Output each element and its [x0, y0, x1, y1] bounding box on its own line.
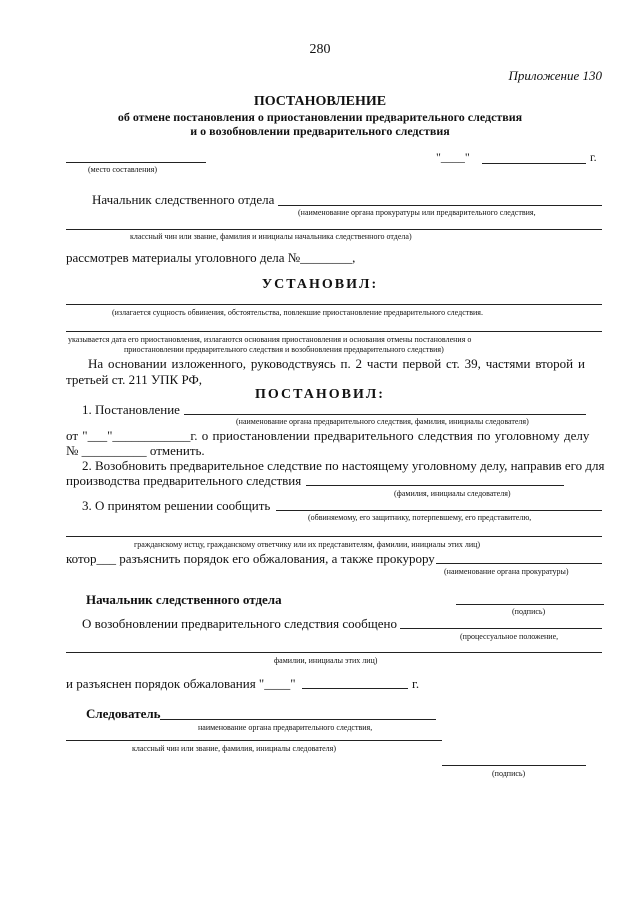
head-signature-field-line[interactable] [456, 604, 604, 605]
item3-civil-field-line[interactable] [66, 536, 602, 537]
procedural-field-line[interactable] [400, 628, 602, 629]
head-organ-field-line[interactable] [278, 205, 602, 206]
investigator-caption: (фамилия, инициалы следователя) [394, 489, 511, 498]
investigator-organ-caption: (наименование органа предварительного следствия, фамилия, инициалы следователя) [236, 417, 529, 426]
basis-line-2: третьей ст. 211 УПК РФ, [66, 372, 202, 387]
prosecutor-caption: (наименование органа прокуратуры) [444, 567, 569, 576]
item3-recipients-field-line[interactable] [276, 510, 602, 511]
date-caption-2: приостановлении предварительного следствия и возобновления предварительного следствия) [124, 345, 444, 354]
civil-caption: гражданскому истцу, гражданскому ответчику или их представителям, фамилии, инициалы этих лиц) [134, 540, 481, 549]
item2-investigator-field-line[interactable] [306, 485, 564, 486]
item1-organ-field-line[interactable] [184, 414, 586, 415]
date-year-suffix: г. [590, 150, 597, 164]
signature-caption: (подпись) [512, 607, 546, 616]
sign-head-label: Начальник следственного отдела [86, 592, 282, 607]
essence-field-line[interactable] [66, 304, 602, 305]
document-subtitle-2: и о возобновлении предварительного следствия [190, 124, 450, 138]
investigator-rank-field-line[interactable] [66, 740, 442, 741]
rank-head-caption: классный чин или звание, фамилия и инициалы начальника следственного отдела) [130, 232, 412, 241]
essence-caption: (излагается сущность обвинения, обстоятельства, повлекшие приостановление предварительного следствия. [112, 308, 483, 317]
item1-line-3: № __________ отменить. [66, 443, 205, 458]
head-label: Начальник следственного отдела [92, 192, 275, 207]
investigator-rank-caption: классный чин или звание, фамилия, инициалы следователя) [132, 744, 336, 753]
sign-investigator-label: Следователь [86, 706, 161, 721]
investigator-signature-field-line[interactable] [442, 765, 586, 766]
organ-caption: (наименование органа прокуратуры или предварительного следствия, [298, 208, 536, 217]
date-caption-1: указывается дата его приостановления, излагаются основания приостановления и основания отмены постановления о [68, 335, 472, 344]
names-field-line[interactable] [66, 652, 602, 653]
item1-line-2: от "___"____________г. о приостановлении предварительного следствия по уголовному делу [66, 428, 590, 443]
page-number: 280 [309, 42, 331, 57]
item2-line-1: 2. Возобновить предварительное следствие по настоящему уголовному делу, направив его для [82, 458, 605, 473]
investigator-organ-caption-2: наименование органа предварительного следствия, [198, 723, 373, 732]
date-reason-field-line[interactable] [66, 331, 602, 332]
resumed-notice: О возобновлении предварительного следствия сообщено [82, 616, 397, 631]
date-month-field-line[interactable] [482, 163, 586, 164]
explain-line: котор___ разъяснить порядок его обжалования, а также прокурору [66, 551, 435, 566]
established-heading: УСТАНОВИЛ: [261, 277, 379, 292]
place-caption: (место составления) [88, 165, 157, 174]
item1-label: 1. Постановление [82, 402, 180, 417]
prosecutor-field-line[interactable] [436, 563, 602, 564]
head-rank-field-line[interactable] [66, 229, 602, 230]
names-caption: фамилии, инициалы этих лиц) [274, 656, 378, 665]
accused-caption: (обвиняемому, его защитнику, потерпевшему, его представителю, [308, 513, 532, 522]
appendix-label: Приложение 130 [508, 68, 602, 83]
signature-caption-2: (подпись) [492, 769, 526, 778]
place-field-line[interactable] [66, 162, 206, 163]
document-subtitle-1: об отмене постановления о приостановлении предварительного следствия [117, 110, 523, 124]
reviewed-text: рассмотрев материалы уголовного дела №________, [66, 250, 356, 265]
basis-line-1: На основании изложенного, руководствуясь п. 2 части первой ст. 39, частями второй и [88, 356, 585, 371]
appeal-year-suffix: г. [412, 676, 420, 691]
document-title: ПОСТАНОВЛЕНИЕ [253, 94, 387, 109]
investigator-organ-field-line[interactable] [160, 719, 436, 720]
item2-line-2: производства предварительного следствия [66, 473, 302, 488]
appeal-month-field-line[interactable] [302, 688, 408, 689]
appeal-line: и разъяснен порядок обжалования "____" [66, 676, 296, 691]
date-day-field[interactable]: "____" [436, 150, 470, 164]
item3-label: 3. О принятом решении сообщить [82, 498, 271, 513]
resolved-heading: ПОСТАНОВИЛ: [255, 387, 385, 402]
procedural-caption: (процессуальное положение, [460, 632, 559, 641]
